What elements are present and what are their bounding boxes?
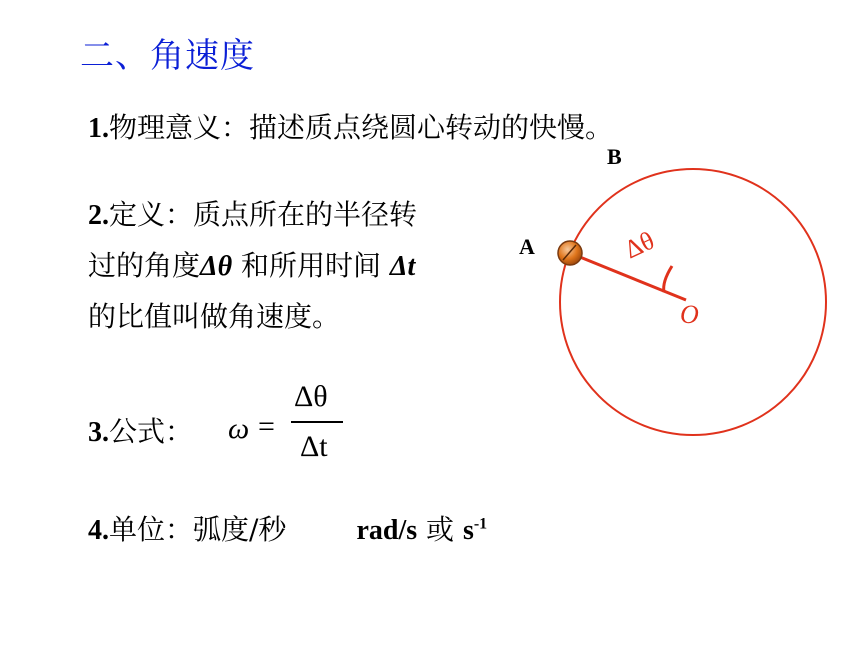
item-1-text: 物理意义：描述质点绕圆心转动的快慢。	[109, 111, 614, 144]
center-o-label: O	[680, 300, 699, 329]
unit-or-text: 或	[417, 513, 463, 546]
item-2-line-2-mid: 和所用时间	[232, 249, 390, 282]
item-2-definition-line-3: 的比值叫做角速度。	[88, 300, 341, 333]
item-1-number: 1.	[88, 113, 109, 144]
item-2-number: 2.	[88, 200, 109, 231]
item-2-line-2-pre: 过的角度	[88, 249, 201, 282]
angle-arc	[664, 266, 672, 292]
unit-exponent: -1	[473, 515, 488, 533]
item-4-number: 4.	[88, 515, 109, 546]
section-heading: 二、角速度	[80, 36, 255, 76]
fraction-numerator: Δθ	[294, 380, 328, 413]
delta-theta-label: Δθ	[620, 225, 659, 265]
radius-line	[570, 253, 686, 300]
unit-rad-per-s: rad/s	[356, 515, 418, 546]
item-4-label-text: 单位：弧度/秒	[109, 513, 287, 546]
unit-inverse-second: s	[462, 515, 474, 546]
equals-sign: =	[258, 410, 275, 443]
item-2-line-1-text: 定义：质点所在的半径转	[109, 198, 418, 231]
point-b-label: B	[607, 144, 622, 169]
fraction-denominator: Δt	[300, 430, 328, 463]
item-3-label-text: 公式：	[109, 415, 194, 448]
point-a-label: A	[519, 234, 535, 259]
item-3-number: 3.	[88, 417, 109, 448]
omega-symbol: ω	[228, 412, 250, 445]
delta-t-symbol: Δt	[389, 251, 416, 282]
delta-theta-symbol: Δθ	[200, 251, 233, 282]
